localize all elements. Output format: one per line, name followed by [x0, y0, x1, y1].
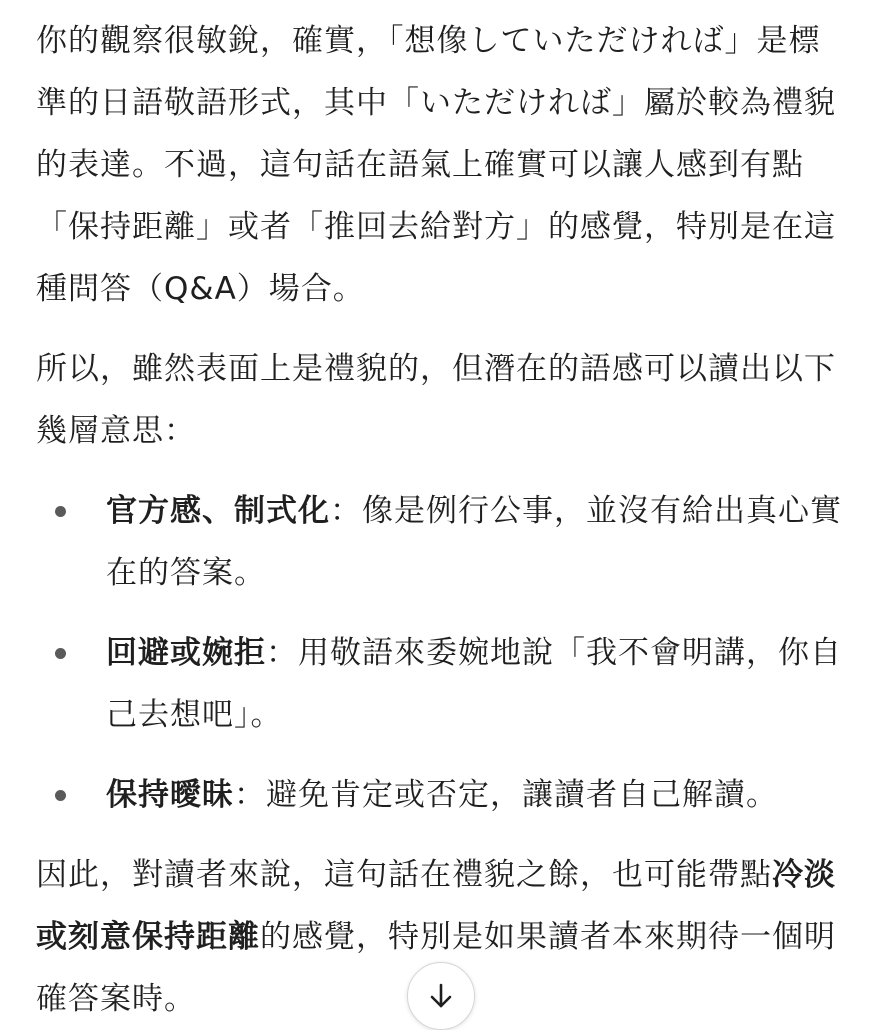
list-item-desc: ：避免肯定或否定，讓讀者自己解讀。	[234, 777, 778, 813]
paragraph-nuances-lead: 所以，雖然表面上是禮貌的，但潛在的語感可以讀出以下幾層意思：	[36, 351, 836, 449]
conclusion-text-before: 因此，對讀者來說，這句話在禮貌之餘，也可能帶點	[36, 857, 772, 893]
list-item	[36, 480, 848, 604]
list-item-desc: ：像是例行公事，並沒有給出真心實在的答案。	[106, 493, 842, 591]
list-item	[36, 764, 848, 826]
bullet-dot-icon	[55, 506, 66, 517]
conclusion-text-after: 的感覺，特別是如果讀者本來期待一個明確答案時。	[36, 919, 836, 1017]
list-item-term: 官方感、制式化	[106, 493, 330, 529]
paragraph-intro: 你的觀察很敏銳，確實，「想像していただければ」是標準的日語敬語形式，其中「いただければ」屬於較為禮貌的表達。不過，這句話在語氣上確實可以讓人感到有點「保持距離」或者「推回去給對方」的感覺，特別是在這種問答（Q&A）場合。	[36, 23, 836, 307]
arrow-down-icon	[426, 981, 456, 1011]
bullet-dot-icon	[55, 648, 66, 659]
list-item-term: 回避或婉拒	[106, 635, 266, 671]
nuance-list	[36, 480, 848, 826]
scroll-to-bottom-button[interactable]	[407, 962, 475, 1030]
conclusion-emphasis: 冷淡或刻意保持距離	[36, 857, 836, 955]
list-item-desc: ：用敬語來委婉地說「我不會明講，你自己去想吧」。	[106, 635, 842, 733]
chat-message-content	[36, 10, 848, 1030]
list-item-term: 保持曖昧	[106, 777, 234, 813]
list-item	[36, 622, 848, 746]
bullet-dot-icon	[55, 790, 66, 801]
